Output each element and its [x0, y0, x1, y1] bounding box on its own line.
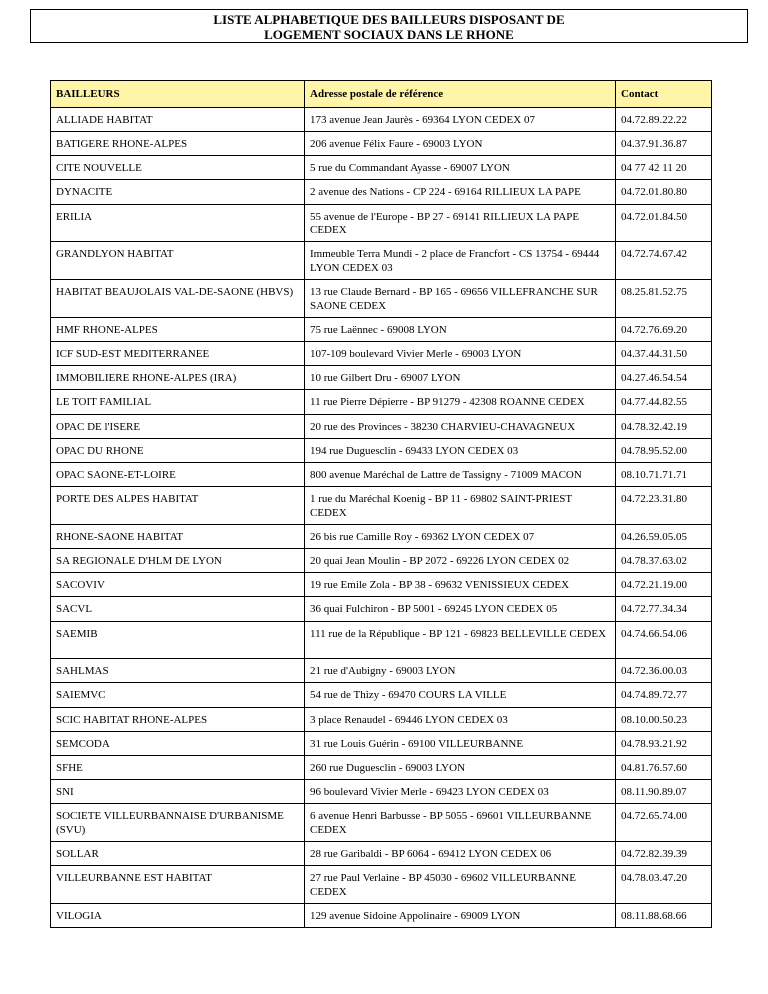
address-cell: 20 quai Jean Moulin - BP 2072 - 69226 LYON CEDEX 02 [305, 549, 616, 573]
title-line-2: LOGEMENT SOCIAUX DANS LE RHONE [264, 27, 514, 42]
table-row [51, 242, 712, 280]
bailleur-name-cell: VILLEURBANNE EST HABITAT [51, 866, 305, 904]
table-row [51, 780, 712, 804]
bailleur-name-cell: RHONE-SAONE HABITAT [51, 524, 305, 548]
table-row [51, 366, 712, 390]
contact-cell: 04.74.89.72.77 [616, 683, 712, 707]
contact-cell: 08.11.90.89.07 [616, 780, 712, 804]
contact-cell: 04.72.01.84.50 [616, 204, 712, 242]
contact-cell: 04.37.44.31.50 [616, 342, 712, 366]
address-cell: 28 rue Garibaldi - BP 6064 - 69412 LYON CEDEX 06 [305, 842, 616, 866]
address-cell: 129 avenue Sidoine Appolinaire - 69009 LYON [305, 904, 616, 928]
contact-cell: 08.10.00.50.23 [616, 707, 712, 731]
contact-cell: 04.72.21.19.00 [616, 573, 712, 597]
table-row [51, 755, 712, 779]
header-adresse: Adresse postale de référence [305, 81, 616, 108]
bailleur-name-cell: ERILIA [51, 204, 305, 242]
address-cell: 96 boulevard Vivier Merle - 69423 LYON CEDEX 03 [305, 780, 616, 804]
bailleur-name-cell: PORTE DES ALPES HABITAT [51, 487, 305, 525]
bailleur-name-cell: OPAC SAONE-ET-LOIRE [51, 462, 305, 486]
bailleur-name-cell: SAEMIB [51, 621, 305, 659]
contact-cell: 04.27.46.54.54 [616, 366, 712, 390]
contact-cell: 04.37.91.36.87 [616, 132, 712, 156]
bailleur-name-cell: VILOGIA [51, 904, 305, 928]
bailleur-name-cell: SOCIETE VILLEURBANNAISE D'URBANISME (SVU) [51, 804, 305, 842]
table-row [51, 524, 712, 548]
bailleur-name-cell: SAHLMAS [51, 659, 305, 683]
address-cell: 260 rue Duguesclin - 69003 LYON [305, 755, 616, 779]
title-line-1: LISTE ALPHABETIQUE DES BAILLEURS DISPOSANT DE [213, 12, 565, 27]
contact-cell: 04.72.82.39.39 [616, 842, 712, 866]
table-row [51, 621, 712, 659]
table-row [51, 573, 712, 597]
bailleur-name-cell: BATIGERE RHONE-ALPES [51, 132, 305, 156]
table-row [51, 597, 712, 621]
table-row [51, 180, 712, 204]
table-row [51, 318, 712, 342]
address-cell: 107-109 boulevard Vivier Merle - 69003 LYON [305, 342, 616, 366]
table-row [51, 156, 712, 180]
contact-cell: 04.72.23.31.80 [616, 487, 712, 525]
address-cell: 27 rue Paul Verlaine - BP 45030 - 69602 VILLEURBANNE CEDEX [305, 866, 616, 904]
contact-cell: 04.72.89.22.22 [616, 108, 712, 132]
contact-cell: 04 77 42 11 20 [616, 156, 712, 180]
table-row [51, 414, 712, 438]
contact-cell: 04.72.76.69.20 [616, 318, 712, 342]
contact-cell: 04.78.95.52.00 [616, 438, 712, 462]
address-cell: 1 rue du Maréchal Koenig - BP 11 - 69802 SAINT-PRIEST CEDEX [305, 487, 616, 525]
bailleur-name-cell: ALLIADE HABITAT [51, 108, 305, 132]
bailleur-name-cell: SEMCODA [51, 731, 305, 755]
landlords-table [50, 80, 712, 928]
bailleur-name-cell: SCIC HABITAT RHONE-ALPES [51, 707, 305, 731]
address-cell: Immeuble Terra Mundi - 2 place de Francfort - CS 13754 - 69444 LYON CEDEX 03 [305, 242, 616, 280]
address-cell: 5 rue du Commandant Ayasse - 69007 LYON [305, 156, 616, 180]
header-bailleurs: BAILLEURS [51, 81, 305, 108]
contact-cell: 04.72.36.00.03 [616, 659, 712, 683]
address-cell: 206 avenue Félix Faure - 69003 LYON [305, 132, 616, 156]
bailleur-name-cell: ICF SUD-EST MEDITERRANEE [51, 342, 305, 366]
table-row [51, 683, 712, 707]
bailleur-name-cell: SNI [51, 780, 305, 804]
table-row [51, 487, 712, 525]
bailleur-name-cell: GRANDLYON HABITAT [51, 242, 305, 280]
address-cell: 31 rue Louis Guérin - 69100 VILLEURBANNE [305, 731, 616, 755]
bailleur-name-cell: OPAC DU RHONE [51, 438, 305, 462]
address-cell: 19 rue Emile Zola - BP 38 - 69632 VENISSIEUX CEDEX [305, 573, 616, 597]
address-cell: 26 bis rue Camille Roy - 69362 LYON CEDEX 07 [305, 524, 616, 548]
address-cell: 194 rue Duguesclin - 69433 LYON CEDEX 03 [305, 438, 616, 462]
contact-cell: 04.78.93.21.92 [616, 731, 712, 755]
table-row [51, 549, 712, 573]
address-cell: 3 place Renaudel - 69446 LYON CEDEX 03 [305, 707, 616, 731]
contact-cell: 08.11.88.68.66 [616, 904, 712, 928]
address-cell: 2 avenue des Nations - CP 224 - 69164 RILLIEUX LA PAPE [305, 180, 616, 204]
address-cell: 111 rue de la République - BP 121 - 69823 BELLEVILLE CEDEX [305, 621, 616, 659]
contact-cell: 04.78.32.42.19 [616, 414, 712, 438]
contact-cell: 04.81.76.57.60 [616, 755, 712, 779]
address-cell: 75 rue Laënnec - 69008 LYON [305, 318, 616, 342]
document-title [30, 9, 748, 43]
table-row [51, 280, 712, 318]
bailleur-name-cell: CITE NOUVELLE [51, 156, 305, 180]
address-cell: 13 rue Claude Bernard - BP 165 - 69656 VILLEFRANCHE SUR SAONE CEDEX [305, 280, 616, 318]
contact-cell: 04.78.37.63.02 [616, 549, 712, 573]
address-cell: 54 rue de Thizy - 69470 COURS LA VILLE [305, 683, 616, 707]
table-row [51, 438, 712, 462]
address-cell: 55 avenue de l'Europe - BP 27 - 69141 RILLIEUX LA PAPE CEDEX [305, 204, 616, 242]
bailleur-name-cell: IMMOBILIERE RHONE-ALPES (IRA) [51, 366, 305, 390]
table-row [51, 204, 712, 242]
table-header-row [51, 81, 712, 108]
table-row [51, 866, 712, 904]
table-row [51, 804, 712, 842]
address-cell: 173 avenue Jean Jaurès - 69364 LYON CEDEX 07 [305, 108, 616, 132]
address-cell: 21 rue d'Aubigny - 69003 LYON [305, 659, 616, 683]
bailleur-name-cell: LE TOIT FAMILIAL [51, 390, 305, 414]
bailleur-name-cell: SFHE [51, 755, 305, 779]
table-row [51, 462, 712, 486]
table-row [51, 707, 712, 731]
address-cell: 800 avenue Maréchal de Lattre de Tassigny - 71009 MACON [305, 462, 616, 486]
table-row [51, 659, 712, 683]
contact-cell: 04.74.66.54.06 [616, 621, 712, 659]
address-cell: 11 rue Pierre Dépierre - BP 91279 - 42308 ROANNE CEDEX [305, 390, 616, 414]
contact-cell: 04.72.77.34.34 [616, 597, 712, 621]
bailleur-name-cell: SA REGIONALE D'HLM DE LYON [51, 549, 305, 573]
contact-cell: 08.10.71.71.71 [616, 462, 712, 486]
header-contact: Contact [616, 81, 712, 108]
bailleur-name-cell: HMF RHONE-ALPES [51, 318, 305, 342]
table-row [51, 904, 712, 928]
bailleur-name-cell: HABITAT BEAUJOLAIS VAL-DE-SAONE (HBVS) [51, 280, 305, 318]
contact-cell: 04.72.65.74.00 [616, 804, 712, 842]
table-row [51, 390, 712, 414]
bailleur-name-cell: DYNACITE [51, 180, 305, 204]
table-row [51, 108, 712, 132]
contact-cell: 04.26.59.05.05 [616, 524, 712, 548]
table-row [51, 342, 712, 366]
address-cell: 6 avenue Henri Barbusse - BP 5055 - 69601 VILLEURBANNE CEDEX [305, 804, 616, 842]
bailleur-name-cell: SAIEMVC [51, 683, 305, 707]
contact-cell: 04.72.01.80.80 [616, 180, 712, 204]
bailleur-name-cell: OPAC DE l'ISERE [51, 414, 305, 438]
contact-cell: 04.77.44.82.55 [616, 390, 712, 414]
contact-cell: 04.78.03.47.20 [616, 866, 712, 904]
contact-cell: 08.25.81.52.75 [616, 280, 712, 318]
contact-cell: 04.72.74.67.42 [616, 242, 712, 280]
address-cell: 10 rue Gilbert Dru - 69007 LYON [305, 366, 616, 390]
bailleur-name-cell: SOLLAR [51, 842, 305, 866]
table-row [51, 731, 712, 755]
address-cell: 36 quai Fulchiron - BP 5001 - 69245 LYON CEDEX 05 [305, 597, 616, 621]
table-row [51, 842, 712, 866]
bailleur-name-cell: SACOVIV [51, 573, 305, 597]
bailleur-name-cell: SACVL [51, 597, 305, 621]
address-cell: 20 rue des Provinces - 38230 CHARVIEU-CHAVAGNEUX [305, 414, 616, 438]
table-row [51, 132, 712, 156]
